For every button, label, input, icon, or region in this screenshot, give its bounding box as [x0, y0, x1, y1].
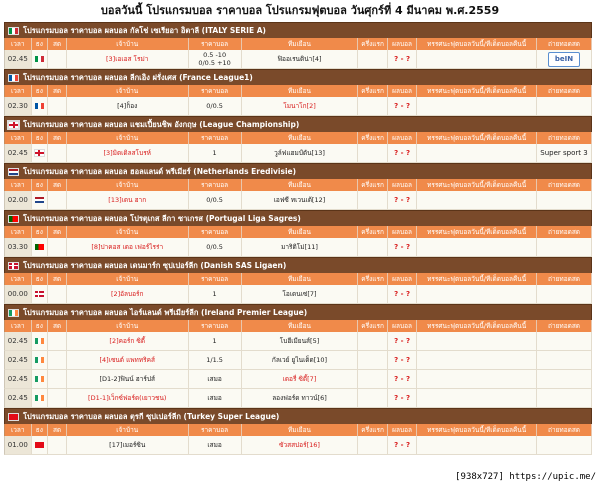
column-header-live: สด: [48, 273, 67, 285]
flag-cell: [32, 97, 49, 115]
match-row: [4, 285, 592, 304]
match-row: [4, 332, 592, 351]
half-time-score: [358, 436, 387, 454]
kickoff-time: 01.00: [5, 436, 32, 454]
live-cell[interactable]: [48, 238, 67, 256]
analysis-link[interactable]: [417, 389, 537, 407]
column-header-half: ครึ่งแรก: [358, 132, 387, 144]
column-header-half: ครึ่งแรก: [358, 226, 387, 238]
en-flag-icon: [35, 150, 44, 156]
result-score[interactable]: ? - ?: [388, 238, 417, 256]
kickoff-time: 02.45: [5, 144, 32, 162]
column-header-time: เวลา: [5, 38, 32, 50]
away-team[interactable]: ลองฟอร์ด ทาวน์[6]: [242, 389, 359, 407]
kickoff-time: 02.45: [5, 370, 32, 388]
ie-flag-icon: [35, 338, 44, 344]
home-team[interactable]: [8]ปาคอส เดอ เฟอร์ไรร่า: [67, 238, 189, 256]
fr-flag-icon: [35, 103, 44, 109]
away-team[interactable]: โบฮีเมียนส์[5]: [242, 332, 359, 350]
tv-channel[interactable]: [537, 436, 592, 454]
column-header-tv: ถ่ายทอดสด: [537, 85, 592, 97]
tr-flag-icon: [35, 442, 44, 448]
analysis-link[interactable]: [417, 285, 537, 303]
column-header-half: ครึ่งแรก: [358, 179, 387, 191]
pt-flag-icon: [8, 215, 19, 223]
odds: 1/1.5: [189, 351, 242, 369]
away-team[interactable]: เดอรี่ ซิตี้[7]: [242, 370, 359, 388]
column-header-live: สด: [48, 132, 67, 144]
half-time-score: [358, 144, 387, 162]
league-title[interactable]: โปรแกรมบอล ราคาบอล ผลบอล แชมเปี้ยนชิพ อังกฤษ (League Championship): [23, 120, 300, 129]
home-team[interactable]: [3]มิดเดิลสโบรห์: [67, 144, 189, 162]
result-score[interactable]: ? - ?: [388, 97, 417, 115]
column-header-league: ธง: [32, 226, 49, 238]
column-header-analysis: ทรรศนะฟุตบอลวันนี้/ทีเด็ดบอลคืนนี้: [417, 179, 537, 191]
image-size-watermark: [938x727] https://upic.me/: [455, 472, 596, 482]
column-header-result: ผลบอล: [388, 179, 417, 191]
match-row: [4, 50, 592, 69]
result-score[interactable]: ? - ?: [388, 370, 417, 388]
flag-cell: [32, 191, 49, 209]
league-header[interactable]: [4, 163, 592, 179]
column-header-odds: ราคาบอล: [189, 132, 242, 144]
live-cell[interactable]: [48, 285, 67, 303]
column-header-live: สด: [48, 226, 67, 238]
column-header-home: เจ้าบ้าน: [67, 273, 189, 285]
result-score[interactable]: ? - ?: [388, 285, 417, 303]
league-title[interactable]: โปรแกรมบอล ราคาบอล ผลบอล ลีกเอิง ฝรั่งเศส (France League1): [23, 73, 253, 82]
ie-flag-icon: [35, 395, 44, 401]
flag-cell: [32, 370, 49, 388]
away-team[interactable]: ฟิออเรนติน่า[4]: [242, 50, 359, 68]
odds: เสมอ: [189, 389, 242, 407]
home-team[interactable]: [D1-1]เว็กซ์ฟอร์ด(เยาวชน): [67, 389, 189, 407]
ie-flag-icon: [8, 309, 19, 317]
dk-flag-icon: [35, 291, 44, 297]
match-row: [4, 97, 592, 116]
column-header-row: [4, 226, 592, 238]
column-header-analysis: ทรรศนะฟุตบอลวันนี้/ทีเด็ดบอลคืนนี้: [417, 85, 537, 97]
column-header-live: สด: [48, 179, 67, 191]
odds-line-2: 0/0.5 +10: [198, 59, 231, 67]
flag-cell: [32, 50, 49, 68]
column-header-league: ธง: [32, 132, 49, 144]
league-header[interactable]: [4, 210, 592, 226]
column-header-home: เจ้าบ้าน: [67, 85, 189, 97]
result-score[interactable]: ? - ?: [388, 332, 417, 350]
league-header[interactable]: [4, 257, 592, 273]
column-header-away: ทีมเยือน: [242, 179, 359, 191]
column-header-time: เวลา: [5, 132, 32, 144]
column-header-league: ธง: [32, 179, 49, 191]
half-time-score: [358, 191, 387, 209]
column-header-live: สด: [48, 424, 67, 436]
column-header-league: ธง: [32, 85, 49, 97]
column-header-home: เจ้าบ้าน: [67, 320, 189, 332]
analysis-link[interactable]: [417, 50, 537, 68]
league-header[interactable]: [4, 304, 592, 320]
half-time-score: [358, 370, 387, 388]
column-header-time: เวลา: [5, 273, 32, 285]
column-header-home: เจ้าบ้าน: [67, 424, 189, 436]
flag-cell: [32, 436, 49, 454]
column-header-result: ผลบอล: [388, 424, 417, 436]
column-header-analysis: ทรรศนะฟุตบอลวันนี้/ทีเด็ดบอลคืนนี้: [417, 273, 537, 285]
analysis-link[interactable]: [417, 351, 537, 369]
column-header-time: เวลา: [5, 424, 32, 436]
live-cell[interactable]: [48, 436, 67, 454]
page-title: บอลวันนี้ โปรแกรมบอล ราคาบอล โปรแกรมฟุตบอล วันศุกร์ที่ 4 มีนาคม พ.ศ.2559: [100, 4, 500, 17]
tv-channel[interactable]: [537, 191, 592, 209]
away-team[interactable]: กัลเวย์ ยูไนเต็ด[10]: [242, 351, 359, 369]
column-header-tv: ถ่ายทอดสด: [537, 273, 592, 285]
fr-flag-icon: [8, 74, 19, 82]
column-header-away: ทีมเยือน: [242, 226, 359, 238]
column-header-odds: ราคาบอล: [189, 273, 242, 285]
column-header-tv: ถ่ายทอดสด: [537, 38, 592, 50]
away-team[interactable]: โมนาโก[2]: [242, 97, 359, 115]
bein-sports-logo-icon[interactable]: beIN: [548, 52, 580, 67]
home-team[interactable]: [17]เมอร์ซิน: [67, 436, 189, 454]
home-team[interactable]: [4]เซนต์ แพททริคส์: [67, 351, 189, 369]
odds: 0/0.5: [189, 238, 242, 256]
it-flag-icon: [8, 27, 19, 35]
live-cell[interactable]: [48, 50, 67, 68]
result-score[interactable]: ? - ?: [388, 50, 417, 68]
column-header-league: ธง: [32, 320, 49, 332]
column-header-row: [4, 179, 592, 191]
column-header-analysis: ทรรศนะฟุตบอลวันนี้/ทีเด็ดบอลคืนนี้: [417, 38, 537, 50]
column-header-time: เวลา: [5, 320, 32, 332]
column-header-home: เจ้าบ้าน: [67, 179, 189, 191]
away-team[interactable]: เอฟซี ทเวนเต้[12]: [242, 191, 359, 209]
league-title[interactable]: โปรแกรมบอล ราคาบอล ผลบอล ฮอลแลนด์ พรีเมียร์ (Netherlands Eredivisie): [23, 167, 297, 176]
column-header-away: ทีมเยือน: [242, 38, 359, 50]
match-row: [4, 389, 592, 408]
column-header-odds: ราคาบอล: [189, 320, 242, 332]
column-header-row: [4, 424, 592, 436]
kickoff-time: 02.45: [5, 332, 32, 350]
column-header-analysis: ทรรศนะฟุตบอลวันนี้/ทีเด็ดบอลคืนนี้: [417, 132, 537, 144]
tv-channel[interactable]: [537, 389, 592, 407]
column-header-result: ผลบอล: [388, 85, 417, 97]
kickoff-time: 02.45: [5, 389, 32, 407]
match-row: [4, 238, 592, 257]
match-row: [4, 436, 592, 455]
home-team[interactable]: [3]เอเอส โรม่า: [67, 50, 189, 68]
away-team[interactable]: มาริติโม่[11]: [242, 238, 359, 256]
column-header-tv: ถ่ายทอดสด: [537, 179, 592, 191]
away-team[interactable]: วูล์ฟแฮมป์ตัน[13]: [242, 144, 359, 162]
away-team[interactable]: โอเดนเซ่[7]: [242, 285, 359, 303]
league-title[interactable]: โปรแกรมบอล ราคาบอล ผลบอล ตุรกี ซุปเปอร์ลีก (Turkey Super League): [23, 412, 280, 421]
column-header-analysis: ทรรศนะฟุตบอลวันนี้/ทีเด็ดบอลคืนนี้: [417, 320, 537, 332]
odds: เสมอ: [189, 370, 242, 388]
league-title[interactable]: โปรแกรมบอล ราคาบอล ผลบอล กัลโช่ เซเรียอา อิตาลี (ITALY SERIE A): [23, 26, 266, 35]
half-time-score: [358, 285, 387, 303]
column-header-time: เวลา: [5, 179, 32, 191]
live-cell[interactable]: [48, 191, 67, 209]
column-header-odds: ราคาบอล: [189, 226, 242, 238]
en-flag-icon: [8, 121, 19, 129]
ie-flag-icon: [35, 357, 44, 363]
half-time-score: [358, 97, 387, 115]
odds: เสมอ: [189, 436, 242, 454]
tr-flag-icon: [8, 413, 19, 421]
column-header-live: สด: [48, 38, 67, 50]
nl-flag-icon: [35, 197, 44, 203]
column-header-league: ธง: [32, 424, 49, 436]
column-header-home: เจ้าบ้าน: [67, 132, 189, 144]
analysis-link[interactable]: [417, 370, 537, 388]
kickoff-time: 02.00: [5, 191, 32, 209]
half-time-score: [358, 238, 387, 256]
column-header-tv: ถ่ายทอดสด: [537, 320, 592, 332]
column-header-result: ผลบอล: [388, 226, 417, 238]
column-header-odds: ราคาบอล: [189, 179, 242, 191]
flag-cell: [32, 285, 49, 303]
away-team[interactable]: ซัวสสปอร์[16]: [242, 436, 359, 454]
column-header-home: เจ้าบ้าน: [67, 226, 189, 238]
column-header-half: ครึ่งแรก: [358, 38, 387, 50]
home-team[interactable]: [4]ก็อง: [67, 97, 189, 115]
match-row: [4, 191, 592, 210]
flag-cell: [32, 351, 49, 369]
half-time-score: [358, 332, 387, 350]
column-header-live: สด: [48, 85, 67, 97]
league-title[interactable]: โปรแกรมบอล ราคาบอล ผลบอล ไอร์แลนด์ พรีเมียร์ลีก (Ireland Premier League): [23, 308, 308, 317]
kickoff-time: 02.45: [5, 50, 32, 68]
column-header-half: ครึ่งแรก: [358, 85, 387, 97]
column-header-analysis: ทรรศนะฟุตบอลวันนี้/ทีเด็ดบอลคืนนี้: [417, 424, 537, 436]
league-header[interactable]: [4, 116, 592, 132]
column-header-result: ผลบอล: [388, 132, 417, 144]
home-team[interactable]: [2]อัลบอร์ก: [67, 285, 189, 303]
column-header-away: ทีมเยือน: [242, 85, 359, 97]
it-flag-icon: [35, 56, 44, 62]
kickoff-time: 02.45: [5, 351, 32, 369]
home-team[interactable]: [2]คอร์ก ซิตี้: [67, 332, 189, 350]
odds: 0/0.5: [189, 191, 242, 209]
dk-flag-icon: [8, 262, 19, 270]
column-header-row: [4, 38, 592, 50]
result-score[interactable]: ? - ?: [388, 144, 417, 162]
tv-channel[interactable]: [537, 285, 592, 303]
half-time-score: [358, 351, 387, 369]
tv-channel[interactable]: [537, 332, 592, 350]
half-time-score: [358, 389, 387, 407]
analysis-link[interactable]: [417, 144, 537, 162]
column-header-tv: ถ่ายทอดสด: [537, 424, 592, 436]
column-header-time: เวลา: [5, 226, 32, 238]
league-tables: [4, 22, 592, 455]
tv-channel[interactable]: [537, 238, 592, 256]
column-header-odds: ราคาบอล: [189, 424, 242, 436]
column-header-result: ผลบอล: [388, 273, 417, 285]
analysis-link[interactable]: [417, 97, 537, 115]
live-cell[interactable]: [48, 389, 67, 407]
match-row: [4, 351, 592, 370]
odds: 0/0.5: [189, 97, 242, 115]
nl-flag-icon: [8, 168, 19, 176]
analysis-link[interactable]: [417, 238, 537, 256]
flag-cell: [32, 332, 49, 350]
column-header-half: ครึ่งแรก: [358, 320, 387, 332]
kickoff-time: 00.00: [5, 285, 32, 303]
column-header-tv: ถ่ายทอดสด: [537, 226, 592, 238]
league-header[interactable]: [4, 408, 592, 424]
pt-flag-icon: [35, 244, 44, 250]
home-team[interactable]: [D1-2]ฟินน์ ฮาร์ปส์: [67, 370, 189, 388]
result-score[interactable]: ? - ?: [388, 436, 417, 454]
match-row: [4, 370, 592, 389]
column-header-time: เวลา: [5, 85, 32, 97]
match-row: [4, 144, 592, 163]
column-header-tv: ถ่ายทอดสด: [537, 132, 592, 144]
column-header-result: ผลบอล: [388, 38, 417, 50]
column-header-league: ธง: [32, 273, 49, 285]
column-header-live: สด: [48, 320, 67, 332]
analysis-link[interactable]: [417, 436, 537, 454]
flag-cell: [32, 238, 49, 256]
live-cell[interactable]: [48, 97, 67, 115]
column-header-odds: ราคาบอล: [189, 38, 242, 50]
column-header-result: ผลบอล: [388, 320, 417, 332]
tv-channel[interactable]: [537, 97, 592, 115]
live-cell[interactable]: [48, 370, 67, 388]
column-header-away: ทีมเยือน: [242, 320, 359, 332]
column-header-odds: ราคาบอล: [189, 85, 242, 97]
column-header-row: [4, 132, 592, 144]
result-score[interactable]: ? - ?: [388, 191, 417, 209]
column-header-away: ทีมเยือน: [242, 132, 359, 144]
home-team[interactable]: [13]เดน ฮาก: [67, 191, 189, 209]
odds: 1: [189, 144, 242, 162]
odds: 1: [189, 285, 242, 303]
column-header-away: ทีมเยือน: [242, 273, 359, 285]
odds: [189, 50, 242, 68]
tv-channel[interactable]: Super sport 3: [537, 144, 592, 162]
live-cell[interactable]: [48, 144, 67, 162]
column-header-analysis: ทรรศนะฟุตบอลวันนี้/ทีเด็ดบอลคืนนี้: [417, 226, 537, 238]
live-cell[interactable]: [48, 351, 67, 369]
league-header[interactable]: [4, 69, 592, 85]
column-header-home: เจ้าบ้าน: [67, 38, 189, 50]
tv-channel[interactable]: [537, 351, 592, 369]
column-header-half: ครึ่งแรก: [358, 273, 387, 285]
kickoff-time: 03.30: [5, 238, 32, 256]
odds: 1: [189, 332, 242, 350]
column-header-row: [4, 273, 592, 285]
result-score[interactable]: ? - ?: [388, 351, 417, 369]
tv-channel[interactable]: [537, 370, 592, 388]
flag-cell: [32, 144, 49, 162]
column-header-half: ครึ่งแรก: [358, 424, 387, 436]
analysis-link[interactable]: [417, 191, 537, 209]
half-time-score: [358, 50, 387, 68]
column-header-away: ทีมเยือน: [242, 424, 359, 436]
column-header-league: ธง: [32, 38, 49, 50]
odds-line-1: 0.5 -10: [203, 51, 227, 59]
flag-cell: [32, 389, 49, 407]
ie-flag-icon: [35, 376, 44, 382]
league-title[interactable]: โปรแกรมบอล ราคาบอล ผลบอล เดนมาร์ก ซุปเปอร์ลีก (Danish SAS Ligaen): [23, 261, 287, 270]
tv-channel[interactable]: [537, 50, 592, 68]
column-header-row: [4, 320, 592, 332]
analysis-link[interactable]: [417, 332, 537, 350]
result-score[interactable]: ? - ?: [388, 389, 417, 407]
league-title[interactable]: โปรแกรมบอล ราคาบอล ผลบอล โปรตุเกส ลีกา ซาเกรส (Portugal Liga Sagres): [23, 214, 301, 223]
column-header-row: [4, 85, 592, 97]
kickoff-time: 02.30: [5, 97, 32, 115]
live-cell[interactable]: [48, 332, 67, 350]
league-header[interactable]: [4, 22, 592, 38]
